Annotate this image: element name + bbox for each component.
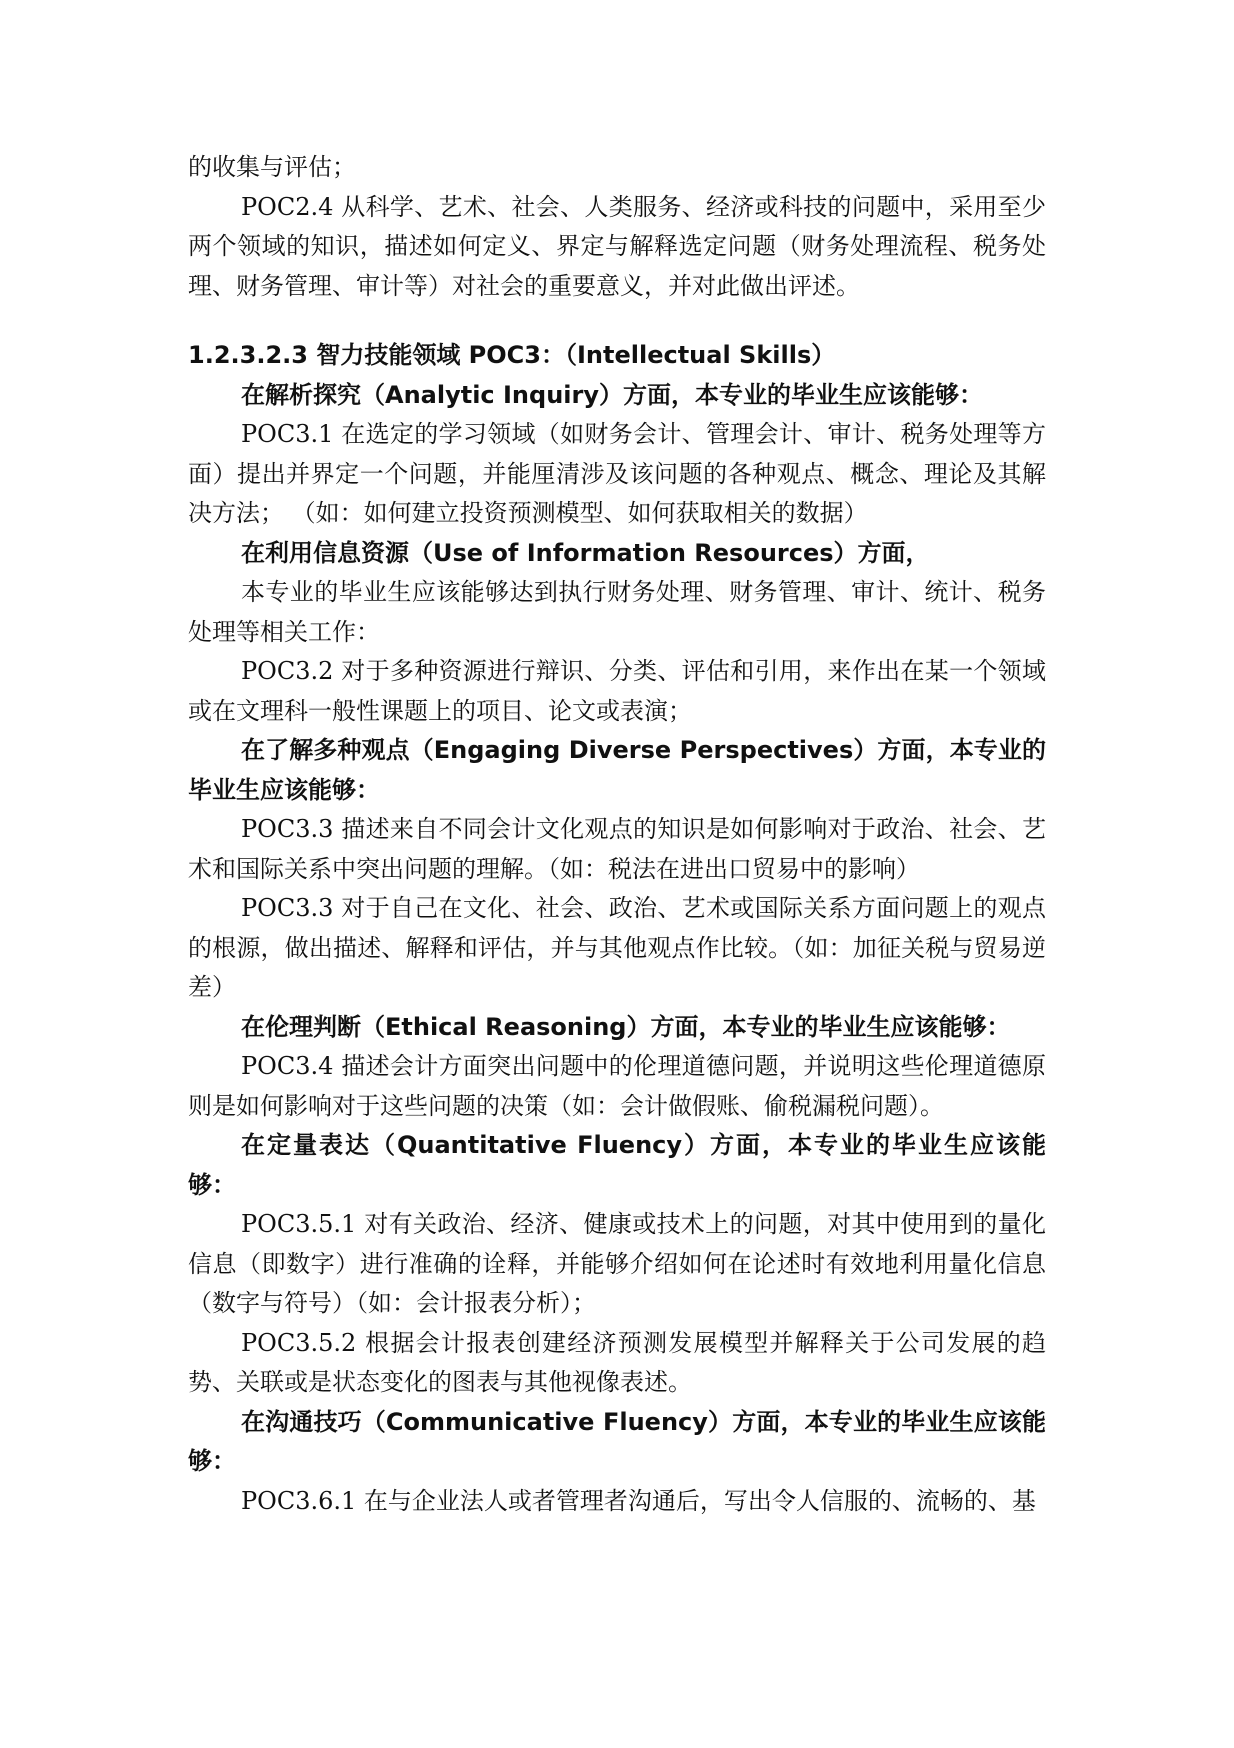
- document-body: [188, 148, 1046, 1521]
- subheading-quantitative-fluency: 在定量表达（Quantitative Fluency）方面，本专业的毕业生应该能够：: [188, 1131, 1046, 1199]
- paragraph-information-resources: 本专业的毕业生应该能够达到执行财务处理、财务管理、审计、统计、税务处理等相关工作：: [188, 578, 1046, 646]
- section-heading-poc3: 1.2.3.2.3 智力技能领域 POC3：（Intellectual Skills）: [188, 341, 836, 369]
- subheading-diverse-perspectives: 在了解多种观点（Engaging Diverse Perspectives）方面，本专业的毕业生应该能够：: [188, 736, 1046, 804]
- paragraph-poc3-3-b: POC3.3 对于自己在文化、社会、政治、艺术或国际关系方面问题上的观点的根源，做出描述、解释和评估，并与其他观点作比较。（如：加征关税与贸易逆差）: [188, 894, 1046, 1001]
- subheading-communicative-fluency: 在沟通技巧（Communicative Fluency）方面，本专业的毕业生应该能够：: [188, 1407, 1046, 1475]
- paragraph-poc3-4: POC3.4 描述会计方面突出问题中的伦理道德问题，并说明这些伦理道德原则是如何影响对于这些问题的决策（如：会计做假账、偷税漏税问题）。: [188, 1052, 1046, 1120]
- paragraph-poc3-6-1: POC3.6.1 在与企业法人或者管理者沟通后，写出令人信服的、流畅的、基: [241, 1486, 1036, 1515]
- paragraph-poc3-5-2: POC3.5.2 根据会计报表创建经济预测发展模型并解释关于公司发展的趋势、关联或是状态变化的图表与其他视像表述。: [188, 1328, 1046, 1396]
- paragraph-continuation: 的收集与评估；: [188, 153, 356, 181]
- subheading-analytic-inquiry: 在解析探究（Analytic Inquiry）方面，本专业的毕业生应该能够：: [241, 380, 983, 409]
- paragraph-poc3-2: POC3.2 对于多种资源进行辩识、分类、评估和引用，来作出在某一个领域或在文理科一般性课题上的项目、论文或表演；: [188, 657, 1046, 725]
- paragraph-poc2-4: POC2.4 从科学、艺术、社会、人类服务、经济或科技的问题中，采用至少两个领域的知识，描述如何定义、界定与解释选定问题（财务处理流程、税务处理、财务管理、审计等）对社会的重要意义，并对此做出评述。: [188, 192, 1046, 300]
- subheading-ethical-reasoning: 在伦理判断（Ethical Reasoning）方面，本专业的毕业生应该能够：: [241, 1012, 1011, 1041]
- paragraph-poc3-3-a: POC3.3 描述来自不同会计文化观点的知识是如何影响对于政治、社会、艺术和国际关系中突出问题的理解。（如：税法在进出口贸易中的影响）: [188, 815, 1046, 883]
- paragraph-poc3-1: POC3.1 在选定的学习领域（如财务会计、管理会计、审计、税务处理等方面）提出并界定一个问题，并能厘清涉及该问题的各种观点、概念、理论及其解决方法； （如：如何建立投资预测模型、如何获取相关的数据）: [188, 420, 1046, 527]
- paragraph-poc3-5-1: POC3.5.1 对有关政治、经济、健康或技术上的问题，对其中使用到的量化信息（即数字）进行准确的诠释，并能够介绍如何在论述时有效地利用量化信息（数字与符号）（如：会计报表分析）；: [188, 1210, 1046, 1317]
- subheading-information-resources: 在利用信息资源（Use of Information Resources）方面，: [241, 538, 930, 567]
